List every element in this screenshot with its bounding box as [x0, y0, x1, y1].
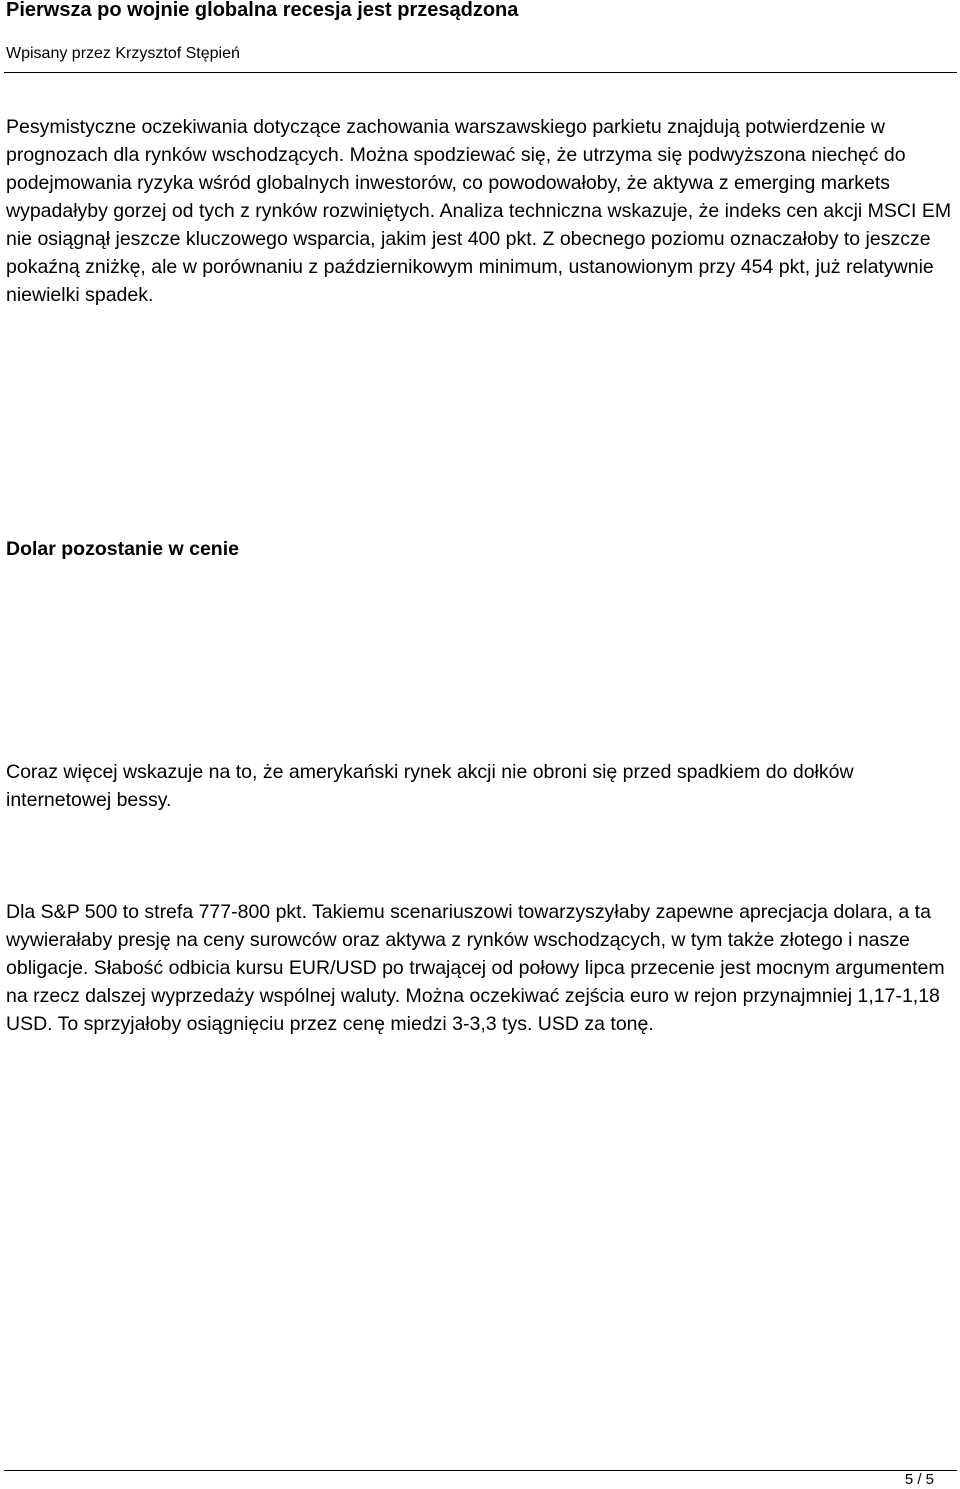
header-divider — [4, 72, 957, 73]
section-heading: Dolar pozostanie w cenie — [6, 538, 239, 560]
paragraph-us-market: Coraz więcej wskazuje na to, że amerykański rynek akcji nie obroni się przed spadkiem do dołków internetowej bessy. — [6, 761, 854, 811]
author-line: Wpisany przez Krzysztof Stępień — [6, 45, 240, 62]
paragraph-intro: Pesymistyczne oczekiwania dotyczące zachowania warszawskiego parkietu znajdują potwierdzenie w prognozach dla rynków wschodzących. Można spodziewać się, że utrzyma się podwyższona niechęć do podejmowania ryzyka wśród globalnych inwestorów, co powodowałoby, że aktywa z emerging markets wypadałyby gorzej od tych z rynków rozwiniętych. Analiza techniczna wskazuje, że indeks cen akcji MSCI EM nie osiągnął jeszcze kluczowego wsparcia, jakim jest 400 pkt. Z obecnego poziomu oznaczałoby to jeszcze pokaźną zniżkę, ale w porównaniu z październikowym minimum, ustanowionym przy 454 pkt, już relatywnie niewielki spadek. — [6, 116, 952, 306]
page-number: 5 / 5 — [904, 1471, 934, 1488]
footer-divider — [4, 1470, 957, 1471]
paragraph-sp500: Dla S&P 500 to strefa 777-800 pkt. Takiemu scenariuszowi towarzyszyłaby zapewne aprecjacja dolara, a ta wywierałaby presję na ceny surowców oraz aktywa z rynków wschodzących, w tym także złotego i nasze obligacje. Słabość odbicia kursu EUR/USD po trwającej od połowy lipca przecenie jest mocnym argumentem na rzecz dalszej wyprzedaży wspólnej waluty. Można oczekiwać zejścia euro w rejon przynajmniej 1,17-1,18 USD. To sprzyjałoby osiągnięciu przez cenę miedzi 3-3,3 tys. USD za tonę. — [6, 901, 945, 1035]
document-title: Pierwsza po wojnie globalna recesja jest przesądzona — [6, 0, 519, 21]
